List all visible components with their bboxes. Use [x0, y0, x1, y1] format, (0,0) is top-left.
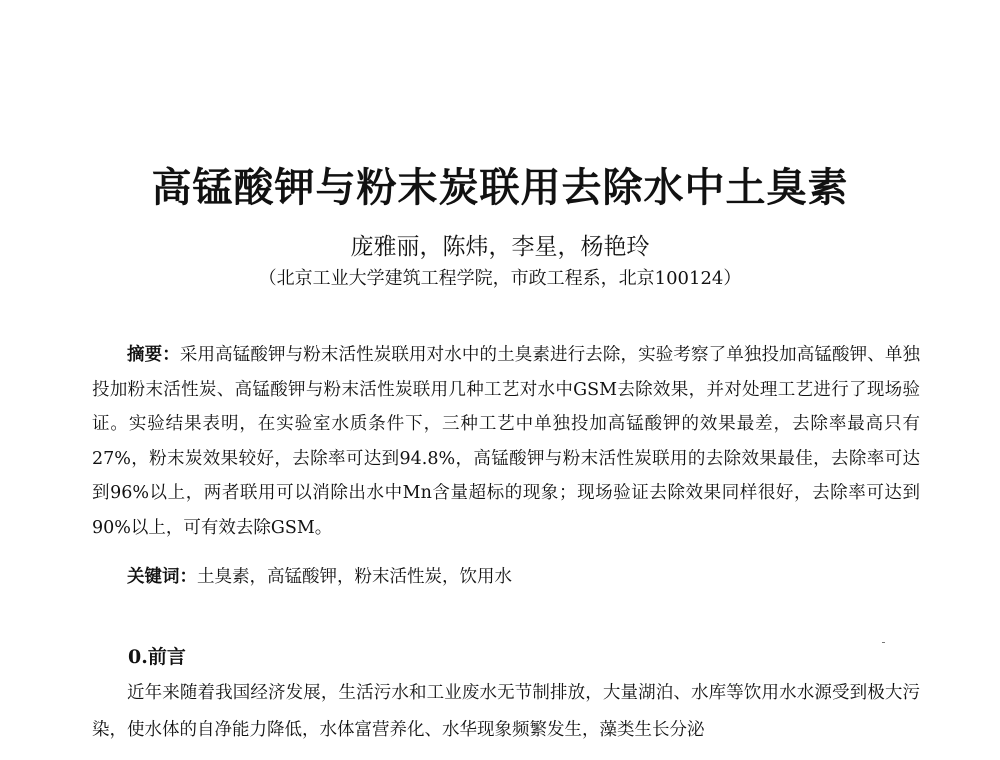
abstract-paragraph	[92, 338, 920, 545]
keywords-text: 土臭素，高锰酸钾，粉末活性炭，饮用水	[197, 567, 512, 587]
keywords-label: 关键词：	[127, 567, 197, 587]
keywords-line	[92, 562, 512, 592]
scan-speck	[882, 642, 885, 643]
affiliation: （北京工业大学建筑工程学院，市政工程系，北京100124）	[258, 268, 742, 289]
abstract-label: 摘要：	[127, 345, 180, 365]
section-heading: 0.前言	[128, 646, 186, 668]
abstract-text: 采用高锰酸钾与粉末活性炭联用对水中的土臭素进行去除，实验考察了单独投加高锰酸钾、单独投加粉末活性炭、高锰酸钾与粉末活性炭联用几种工艺对水中GSM去除效果，并对处理工艺进行了现场验证。实验结果表明，在实验室水质条件下，三种工艺中单独投加高锰酸钾的效果最差，去除率最高只有27%，粉末炭效果较好，去除率可达到94.8%，高锰酸钾与粉末活性炭联用的去除效果最佳，去除率可达到96%以上，两者联用可以消除出水中Mn含量超标的现象；现场验证去除效果同样很好，去除率可达到90%以上，可有效去除GSM。	[92, 345, 920, 538]
paper-title: 高锰酸钾与粉末炭联用去除水中土臭素	[151, 164, 849, 211]
intro-paragraph: 近年来随着我国经济发展，生活污水和工业废水无节制排放，大量湖泊、水库等饮用水水源受到极大污染，使水体的自净能力降低，水体富营养化、水华现象频繁发生，藻类生长分泌	[92, 683, 920, 740]
author-list: 庞雅丽，陈炜，李星，杨艳玲	[350, 234, 650, 260]
